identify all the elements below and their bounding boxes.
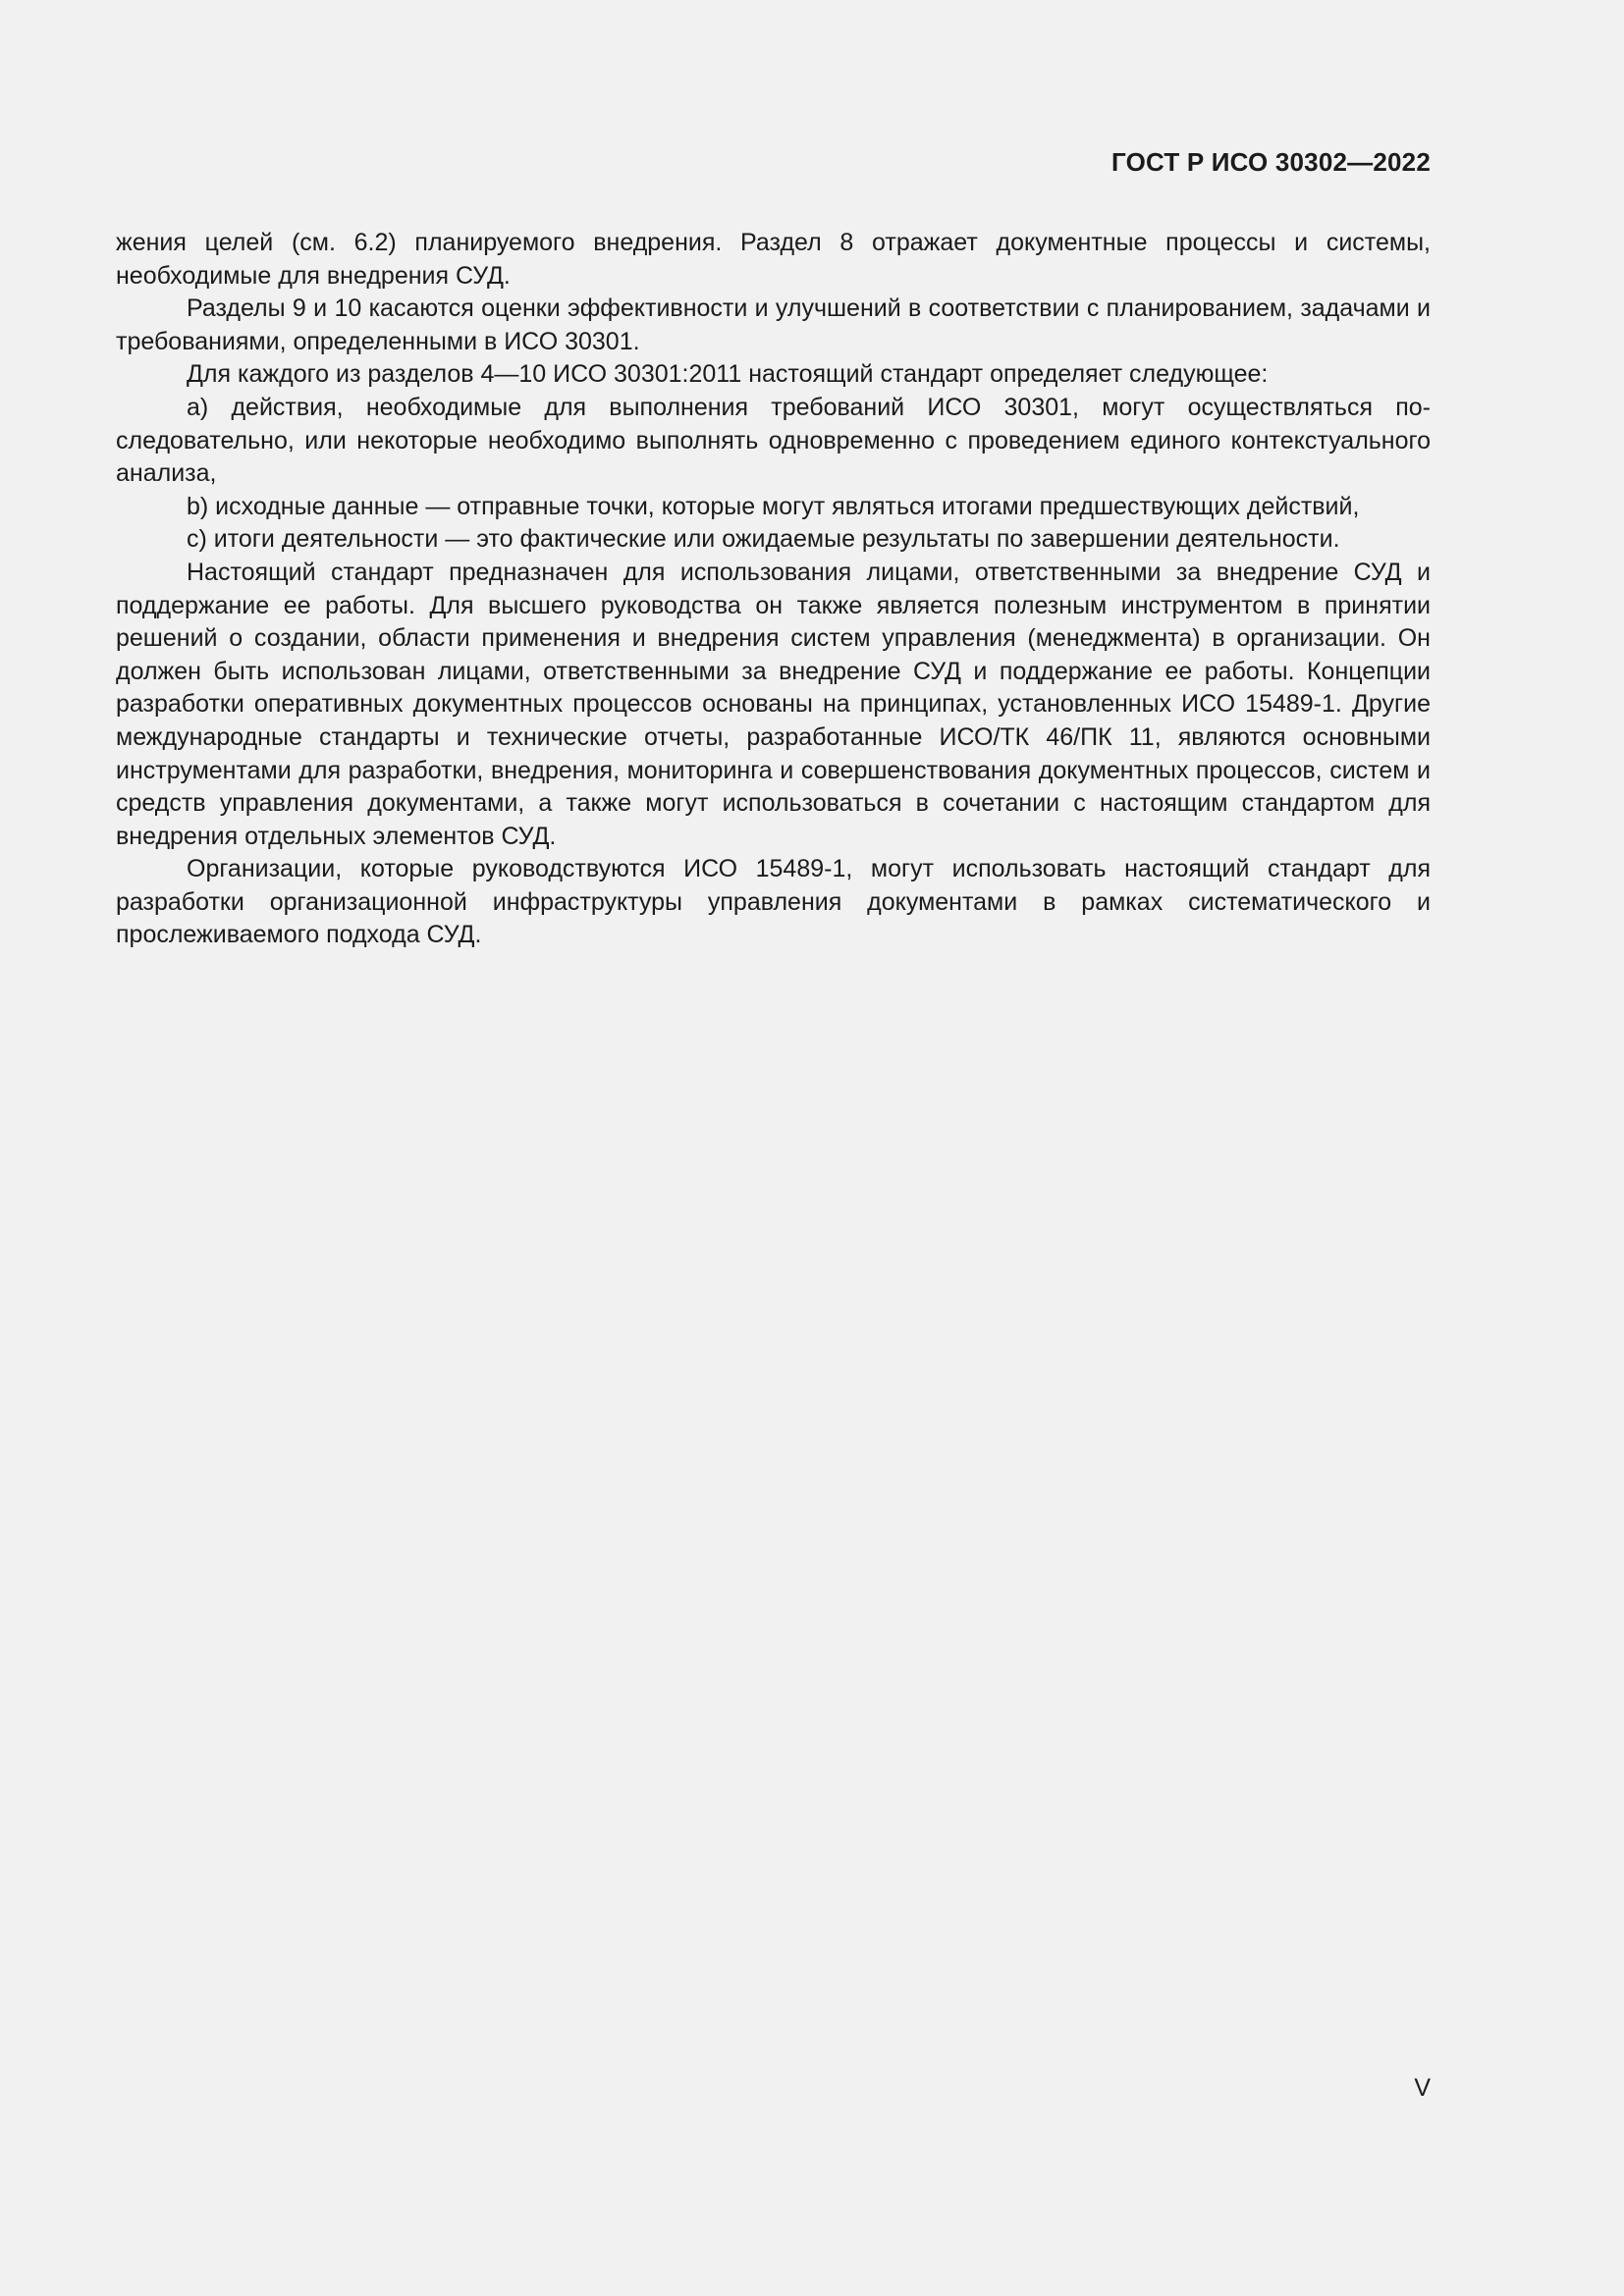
list-item-c: c) итоги деятельности — это фактические или ожидаемые результаты по завершении деятельности.: [187, 525, 1340, 554]
paragraph-purpose: Настоящий стандарт предназначен для использования лицами, ответственными за внедрение СУД и поддержание ее работы. Для высшего руководства он также является полезным инструментом в принятии решений о создании, области применения и внедрения систем управления (менеджмента) в организации. Он должен быть использован лицами, ответственными за внедрение СУД и поддержание ее работы. Концепции разработки оперативных документных процессов основаны на принципах, установленных ИСО 15489-1. Другие международные стандарты и технические отчеты, разработанные ИСО/ТК 46/ПК 11, являются основными инструментами для разработки, внедрения, мониторинга и совершенствования документных процессов, систем и средств управления документами, а также могут использоваться в сочетании с настоящим стандартом для внедрения отдельных элементов СУД.: [116, 558, 1431, 850]
standard-header: ГОСТ Р ИСО 30302—2022: [1110, 147, 1431, 177]
paragraph-continuation: жения целей (см. 6.2) планируемого внедрения. Раздел 8 отражает документные процессы и системы, необходимые для внедрения СУД.: [116, 229, 1431, 290]
list-item-a: a) действия, необходимые для выполнения требований ИСО 30301, могут осуществляться последовательно, или некоторые необходимо выполнять одновременно с проведением единого контекстуального анализа,: [116, 393, 1431, 488]
list-item-b: b) исходные данные — отправные точки, которые могут являться итогами предшествующих действий,: [187, 492, 1360, 520]
page-number: V: [1414, 2074, 1431, 2102]
paragraph-sections-9-10: Разделы 9 и 10 касаются оценки эффективности и улучшений в соответствии с планированием, задачами и требованиями, определенными в ИСО 30301.: [116, 294, 1431, 355]
body-text: [116, 227, 1431, 952]
paragraph-sections-intro: Для каждого из разделов 4—10 ИСО 30301:2011 настоящий стандарт определяет следующее:: [187, 360, 1269, 389]
paragraph-organizations: Организации, которые руководствуются ИСО 15489-1, могут использовать настоящий стандарт для разработки организационной инфраструктуры управления документами в рамках систематического и прослеживаемого подхода СУД.: [116, 855, 1431, 949]
